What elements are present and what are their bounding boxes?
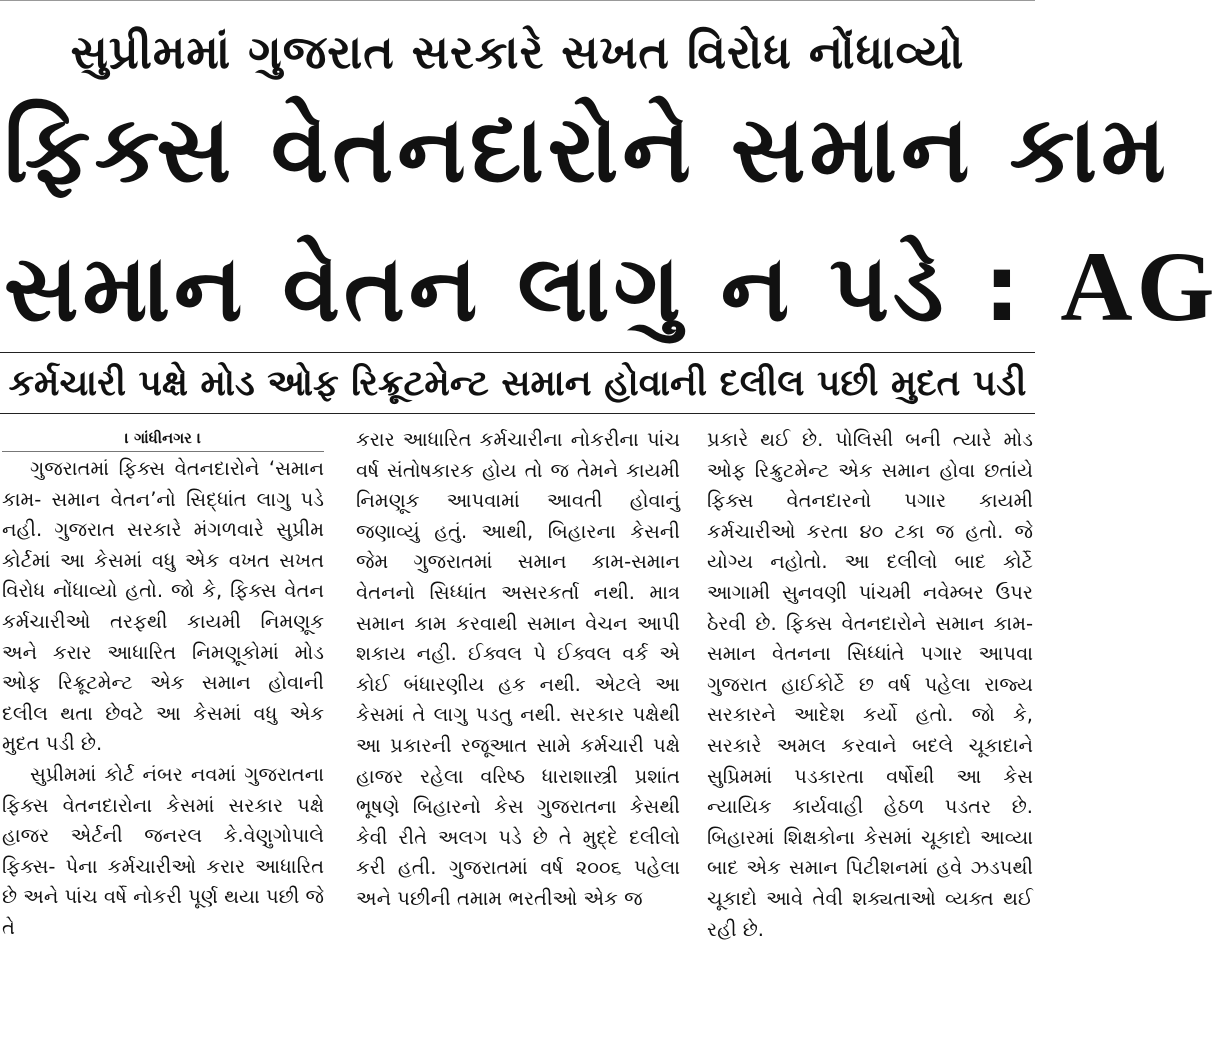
deck-rule-bottom (0, 413, 1035, 414)
article-column-3 (707, 425, 1033, 945)
column1-paragraph2: સુપ્રીમમાં કોર્ટ નંબર નવમાં ગુજરાતના ફિક્સ વેતનદારોના કેસમાં સરકાર પક્ષે હાજર એર્ટની જનરલ કે.વેણુગોપાલે ફિક્સ- પેના કર્મચારીઓ કરાર આધારિત છે અને પાંચ વર્ષે નોકરી પૂર્ણ થયા પછી જે તે (2, 762, 324, 939)
column1-paragraph1: ગુજરાતમાં ફિક્સ વેતનદારોને ‘સમાન કામ- સમાન વેતન’નો સિદ્ધાંત લાગુ પડે નહી. ગુજરાત સરકારે મંગળવારે સુપ્રીમ કોર્ટમાં આ કેસમાં વધુ એક વખત સખત વિરોધ નોંધાવ્યો હતો. જો કે, ફિક્સ વેતન કર્મચારીઓ તરફથી કાયમી નિમણૂક અને કરાર આધારિત નિમણૂકોમાં મોડ ઓફ રિક્રૂટમેન્ટ એક સમાન હોવાની દલીલ થતા છેવટે આ કેસમાં વધુ એક મુદત પડી છે. (2, 457, 324, 756)
column2-text: કરાર આધારિત કર્મચારીના નોકરીના પાંચ વર્ષ સંતોષકારક હોય તો જ તેમને કાયમી નિમણૂક આપવામાં આવતી હોવાનું જણાવ્યું હતું. આથી, બિહારના કેસની જેમ ગુજરાતમાં સમાન કામ-સમાન વેતનનો સિધ્ધાંત અસરકર્તા નથી. માત્ર સમાન કામ કરવાથી સમાન વેચન આપી શકાય નહી. ઈક્વલ પે ઈક્વલ વર્ક એ કોઈ બંધારણીય હક નથી. એટલે આ કેસમાં તે લાગુ પડતુ નથી. સરકાર પક્ષેથી આ પ્રકારની રજૂઆત સામે કર્મચારી પક્ષે હાજર રહેલા વરિષ્ઠ ધારાશાસ્ત્રી પ્રશાંત ભૂષણે બિહારનો કેસ ગુજરાતના કેસથી કેવી રીતે અલગ પડે છે તે મુદ્દે દલીલો કરી હતી. ગુજરાતમાં વર્ષ ૨૦૦૬ પહેલા અને પછીની તમામ ભરતીઓ એક જ (356, 428, 680, 910)
main-headline-line2 (4, 231, 1218, 344)
top-rule (0, 0, 1035, 1)
deck-subheadline: કર્મચારી પક્ષે મોડ ઓફ રિક્રૂટમેન્ટ સમાન હોવાની દલીલ પછી મુદત પડી (8, 363, 1027, 404)
main-headline-line2-text: સમાન વેતન લાગુ ન પડે : (4, 235, 1061, 342)
article-column-2 (356, 425, 680, 915)
dateline: । ગાંધીનગર । (2, 425, 324, 452)
column3-text: પ્રકારે થઈ છે. પોલિસી બની ત્યારે મોડ ઓફ રિક્રુટમેન્ટ એક સમાન હોવા છતાંયે ફિક્સ વેતનદારનો પગાર કાયમી કર્મચારીઓ કરતા ૪૦ ટકા જ હતો. જે યોગ્ય નહોતો. આ દલીલો બાદ કોર્ટે આગામી સુનવણી પાંચમી નવેમ્બર ઉપર ઠેરવી છે. ફિક્સ વેતનદારોને સમાન કામ- સમાન વેતનના સિધ્ધાંતે પગાર આપવા ગુજરાત હાઈકોર્ટે છ વર્ષ પહેલા રાજ્ય સરકારને આદેશ કર્યો હતો. જો કે, સરકારે અમલ કરવાને બદલે ચૂકાદાને સુપ્રિમમાં પડકારતા વર્ષોથી આ કેસ ન્યાયિક કાર્યવાહી હેઠળ પડતર છે. બિહારમાં શિક્ષકોના કેસમાં ચૂકાદો આવ્યા બાદ એક સમાન પિટીશનમાં હવે ઝડપથી ચૂકાદો આવે તેવી શક્યતાઓ વ્યક્ત થઈ રહી છે. (707, 428, 1033, 941)
headline-ag: AG (1060, 231, 1218, 342)
kicker-headline: સુપ્રીમમાં ગુજરાત સરકારે સખત વિરોધ નોંધાવ્યો (70, 25, 965, 79)
deck-rule-top (0, 352, 1035, 353)
article-column-1 (2, 425, 324, 944)
main-headline-line1: ફિક્સ વેતનદારોને સમાન કામ (4, 96, 1170, 203)
